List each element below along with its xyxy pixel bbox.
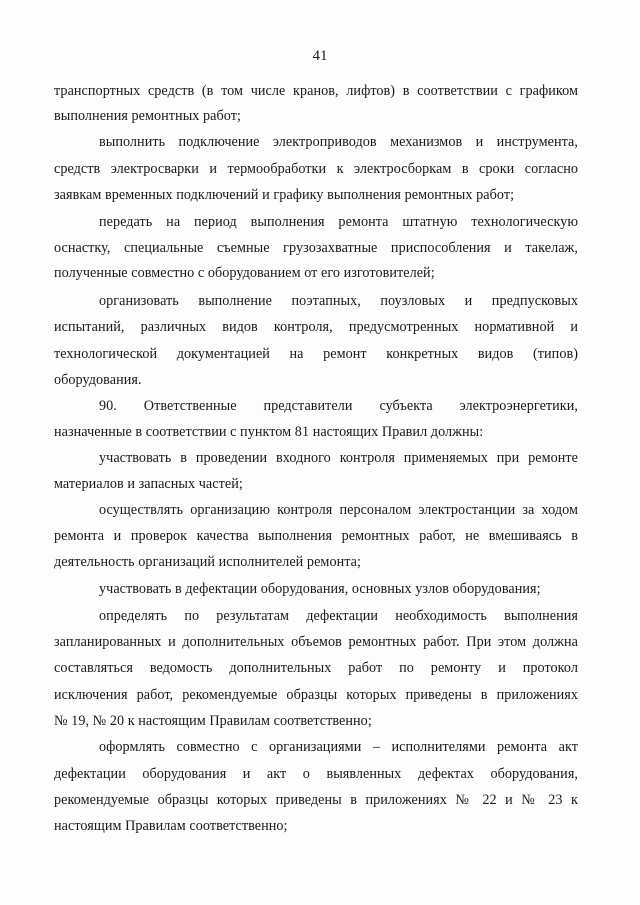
text-line: испытаний, различных видов контроля, предусмотренных нормативной и	[54, 319, 578, 335]
text-line: назначенные в соответствии с пунктом 81 настоящих Правил должны:	[54, 424, 484, 440]
text-line: транспортных средств (в том числе кранов, лифтов) в соответствии с графиком	[54, 83, 578, 99]
text-line: передать на период выполнения ремонта штатную технологическую	[99, 214, 578, 230]
text-line: средств электросварки и термообработки к электросборкам в сроки согласно	[54, 161, 578, 177]
text-line: определять по результатам дефектации необходимость выполнения	[99, 608, 578, 624]
text-line: организовать выполнение поэтапных, поузловых и предпусковых	[99, 293, 578, 309]
page-number: 41	[312, 48, 328, 64]
text-line: осуществлять организацию контроля персоналом электростанции за ходом	[99, 502, 578, 518]
text-line: ремонта и проверок качества выполнения ремонтных работ, не вмешиваясь в	[54, 528, 578, 544]
text-line: 90. Ответственные представители субъекта электроэнергетики,	[99, 398, 578, 414]
text-line: материалов и запасных частей;	[54, 476, 243, 492]
text-line: технологической документацией на ремонт конкретных видов (типов)	[54, 346, 578, 362]
text-line: оснастку, специальные съемные грузозахватные приспособления и такелаж,	[54, 240, 578, 256]
text-line: оформлять совместно с организациями – исполнителями ремонта акт	[99, 739, 578, 755]
text-line: участвовать в дефектации оборудования, основных узлов оборудования;	[99, 581, 541, 597]
text-line: № 19, № 20 к настоящим Правилам соответственно;	[54, 713, 372, 729]
text-line: выполнить подключение электроприводов механизмов и инструмента,	[99, 134, 578, 150]
text-line: составляться ведомость дополнительных работ по ремонту и протокол	[54, 660, 578, 676]
text-line: деятельность организаций исполнителей ремонта;	[54, 554, 361, 570]
text-line: оборудования.	[54, 372, 142, 388]
text-line: участвовать в проведении входного контроля применяемых при ремонте	[99, 450, 578, 466]
text-line: заявкам временных подключений и графику выполнения ремонтных работ;	[54, 187, 515, 203]
text-line: исключения работ, рекомендуемые образцы которых приведены в приложениях	[54, 687, 578, 703]
text-line: рекомендуемые образцы которых приведены в приложениях № 22 и № 23 к	[54, 792, 578, 808]
text-line: настоящим Правилам соответственно;	[54, 818, 288, 834]
text-line: дефектации оборудования и акт о выявленных дефектах оборудования,	[54, 766, 578, 782]
text-line: полученные совместно с оборудованием от его изготовителей;	[54, 265, 435, 281]
text-line: выполнения ремонтных работ;	[54, 108, 241, 124]
text-line: запланированных и дополнительных объемов ремонтных работ. При этом должна	[54, 634, 578, 650]
